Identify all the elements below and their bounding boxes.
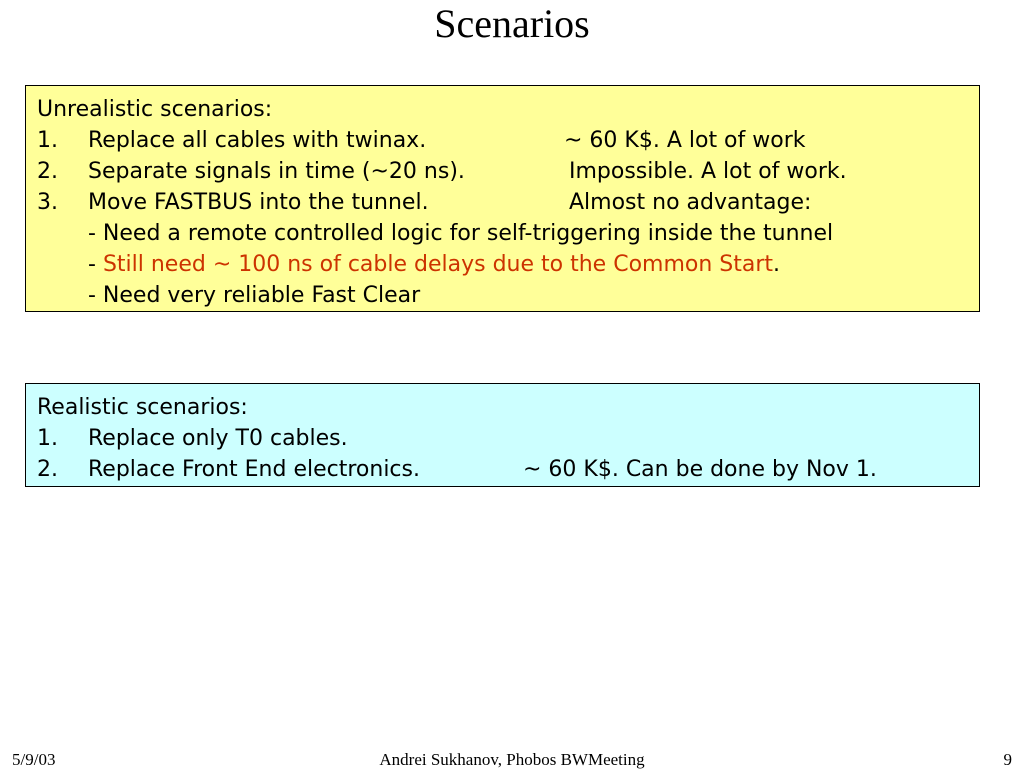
unrealistic-item-1 — [37, 125, 969, 156]
unrealistic-heading-line — [37, 94, 969, 125]
footer-date: 5/9/03 — [12, 750, 56, 769]
unrealistic-scenarios-box — [25, 85, 980, 312]
realistic-scenarios-box — [25, 383, 980, 487]
slide-title: Scenarios — [434, 1, 590, 46]
subpoint-text-wrapper — [88, 249, 780, 280]
unrealistic-subpoint-3 — [37, 280, 969, 311]
realistic-item-2 — [37, 454, 969, 485]
item-text: Separate signals in time (~20 ns). — [88, 159, 465, 184]
unrealistic-item-2 — [37, 156, 969, 187]
item-number: 2. — [37, 457, 58, 482]
item-note: Impossible. A lot of work. — [569, 159, 847, 184]
item-number: 2. — [37, 159, 58, 184]
item-note: Almost no advantage: — [569, 190, 812, 215]
unrealistic-heading: Unrealistic scenarios: — [37, 97, 273, 122]
item-text: Replace only T0 cables. — [88, 426, 348, 451]
footer-page-number: 9 — [1003, 750, 1012, 769]
footer-presenter: Andrei Sukhanov, Phobos BWMeeting — [379, 750, 645, 769]
highlighted-subpoint-text: Still need ~ 100 ns of cable delays due to the Common Start — [102, 252, 774, 277]
item-text: Replace all cables with twinax. — [88, 128, 427, 153]
subpoint-prefix: - — [88, 252, 103, 277]
subpoint-text: - Need a remote controlled logic for self-triggering inside the tunnel — [88, 221, 834, 246]
unrealistic-subpoint-2 — [37, 249, 969, 280]
subpoint-suffix: . — [773, 252, 781, 277]
item-number: 1. — [37, 128, 58, 153]
item-text: Replace Front End electronics. — [88, 457, 420, 482]
realistic-heading: Realistic scenarios: — [37, 395, 248, 420]
item-note: ~ 60 K$. Can be done by Nov 1. — [523, 457, 877, 482]
unrealistic-subpoint-1 — [37, 218, 969, 249]
realistic-item-1 — [37, 423, 969, 454]
unrealistic-item-3 — [37, 187, 969, 218]
item-text: Move FASTBUS into the tunnel. — [88, 190, 429, 215]
subpoint-text: - Need very reliable Fast Clear — [88, 283, 421, 308]
item-number: 3. — [37, 190, 58, 215]
item-note: ~ 60 K$. A lot of work — [564, 128, 806, 153]
item-number: 1. — [37, 426, 58, 451]
realistic-heading-line — [37, 392, 969, 423]
